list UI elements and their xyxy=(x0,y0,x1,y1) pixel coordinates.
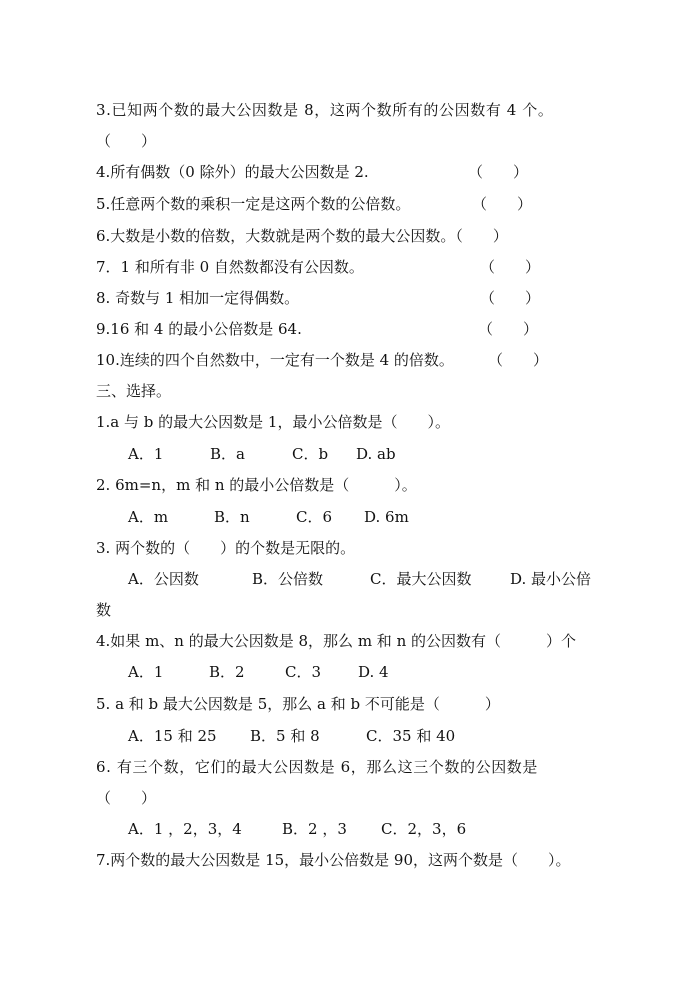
option-c: C．2，3，6 xyxy=(381,820,467,838)
choice-question-3: 3. 两个数的（ ）的个数是无限的。 xyxy=(96,539,356,557)
option-d: D. ab xyxy=(356,445,396,463)
answer-paren: （ ） xyxy=(472,195,533,213)
answer-paren: （ ） xyxy=(96,132,157,150)
option-d-continuation: 数 xyxy=(96,601,112,619)
choice-question-2: 2. 6m=n，m 和 n 的最小公倍数是（ ）。 xyxy=(96,476,417,494)
option-c: C．35 和 40 xyxy=(366,727,456,745)
option-a: A．m xyxy=(128,508,169,526)
option-d: D. 最小公倍 xyxy=(510,570,592,588)
choice-question-6: 6. 有三个数，它们的最大公因数是 6，那么这三个数的公因数是 xyxy=(96,758,538,776)
judge-item-8: 8. 奇数与 1 相加一定得偶数。 xyxy=(96,289,300,307)
choice-question-5: 5. a 和 b 最大公因数是 5，那么 a 和 b 不可能是（ ） xyxy=(96,695,500,713)
choice-question-1: 1.a 与 b 的最大公因数是 1，最小公倍数是（ ）。 xyxy=(96,413,450,431)
option-c: C．最大公因数 xyxy=(370,570,472,588)
answer-paren: （ ） xyxy=(96,789,157,807)
option-b: B．公倍数 xyxy=(252,570,324,588)
answer-paren: （ ） xyxy=(488,351,549,369)
option-d: D. 6m xyxy=(364,508,409,526)
choice-question-4: 4.如果 m、n 的最大公因数是 8，那么 m 和 n 的公因数有（ ）个 xyxy=(96,632,577,650)
option-a: A．1 xyxy=(128,663,164,681)
option-b: B．2 xyxy=(209,663,245,681)
option-a: A．公因数 xyxy=(128,570,199,588)
option-c: C．b xyxy=(292,445,329,463)
judge-item-3: 3.已知两个数的最大公因数是 8，这两个数所有的公因数有 4 个。 xyxy=(96,101,554,119)
option-a: A．1 xyxy=(128,445,164,463)
option-b: B．5 和 8 xyxy=(250,727,320,745)
option-b: B．2 ，3 xyxy=(282,820,347,838)
choice-question-7: 7.两个数的最大公因数是 15，最小公倍数是 90，这两个数是（ ）。 xyxy=(96,851,571,869)
judge-item-5: 5.任意两个数的乘积一定是这两个数的公倍数。 xyxy=(96,195,411,213)
judge-item-4: 4.所有偶数（0 除外）的最大公因数是 2. xyxy=(96,163,369,181)
answer-paren: （ ） xyxy=(468,163,529,181)
judge-item-9: 9.16 和 4 的最小公倍数是 64. xyxy=(96,320,302,338)
answer-paren: （ ） xyxy=(480,258,541,276)
option-d: D. 4 xyxy=(358,663,389,681)
option-c: C．6 xyxy=(296,508,333,526)
judge-item-10: 10.连续的四个自然数中，一定有一个数是 4 的倍数。 xyxy=(96,351,454,369)
option-c: C．3 xyxy=(285,663,322,681)
option-b: B．a xyxy=(210,445,245,463)
section-heading: 三、选择。 xyxy=(96,382,172,400)
judge-item-7: 7．1 和所有非 0 自然数都没有公因数。 xyxy=(96,258,364,276)
answer-paren: （ ） xyxy=(478,320,539,338)
option-b: B．n xyxy=(214,508,250,526)
option-a: A．15 和 25 xyxy=(128,727,217,745)
answer-paren: （ ） xyxy=(480,289,541,307)
judge-item-6: 6.大数是小数的倍数，大数就是两个数的最大公因数。（ ） xyxy=(96,227,508,245)
option-a: A．1 ，2，3，4 xyxy=(128,820,242,838)
